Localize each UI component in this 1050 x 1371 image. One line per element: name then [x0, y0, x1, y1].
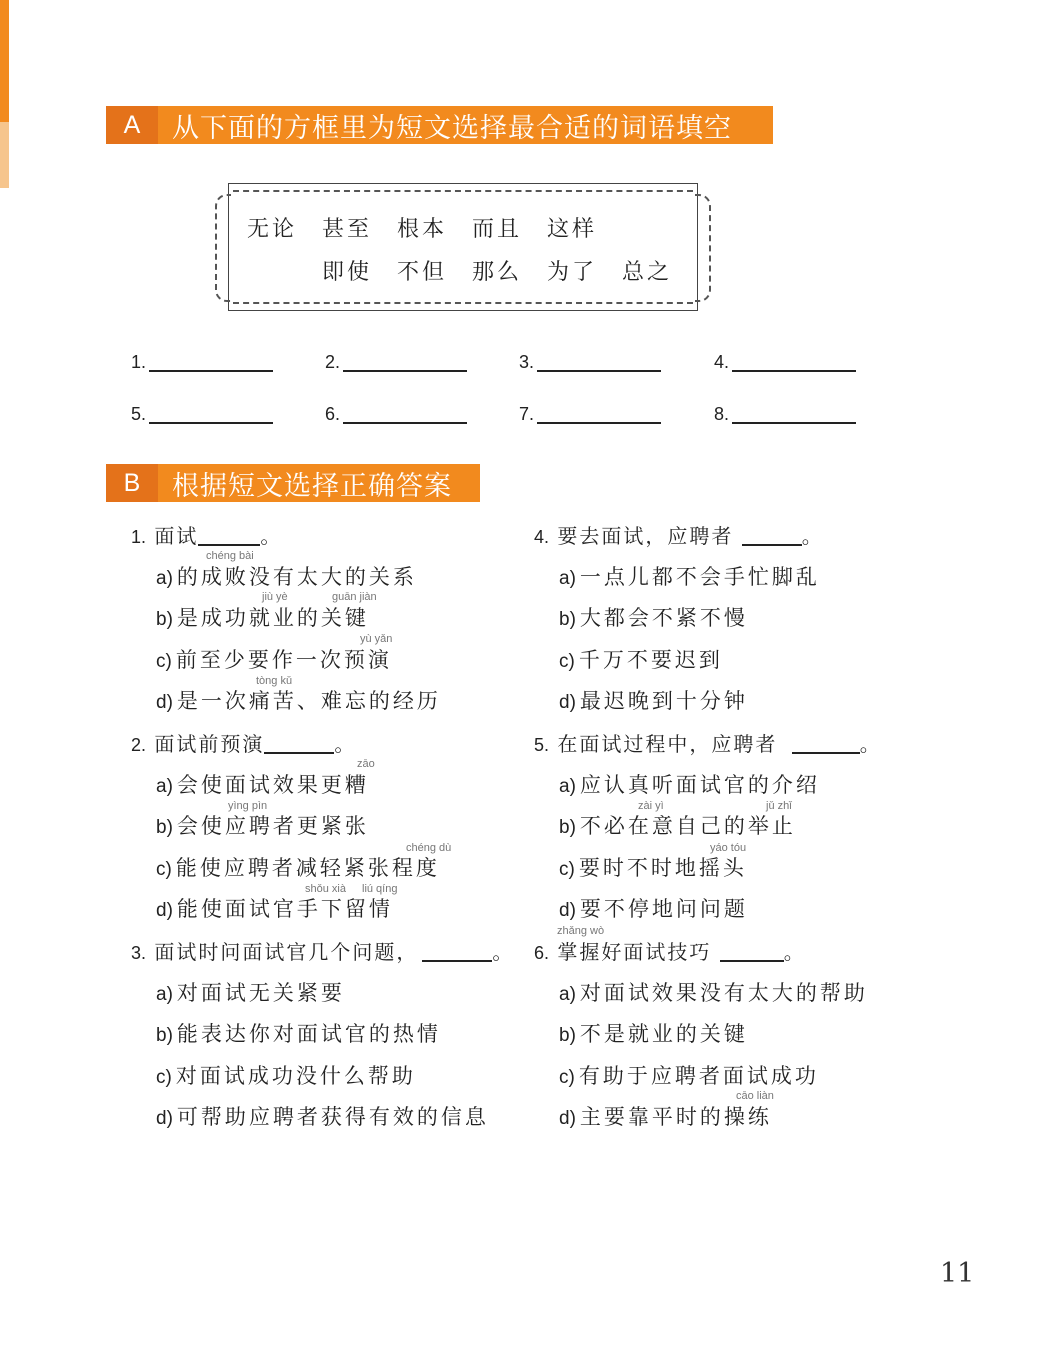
answer-blank[interactable]: [792, 752, 860, 754]
blank-line: [732, 422, 856, 424]
answer-blank[interactable]: [264, 752, 334, 754]
word-box-side-right: [695, 194, 711, 302]
option-5d[interactable]: d) 要不停地问问题: [559, 897, 748, 921]
blank-line: [732, 370, 856, 372]
blank-line: [149, 422, 273, 424]
pinyin: jǔ zhǐ: [766, 800, 792, 812]
option-2a[interactable]: a) 会使面试效果更糟: [156, 773, 369, 797]
question-3: 3. 面试时问面试官几个问题， 。: [131, 940, 515, 964]
option-3c[interactable]: c) 对面试成功没什么帮助: [156, 1064, 416, 1088]
section-b-header: [106, 464, 480, 502]
option-3b[interactable]: b) 能表达你对面试官的热情: [156, 1022, 441, 1046]
answer-blank[interactable]: [198, 544, 260, 546]
pinyin: zāo: [357, 758, 375, 770]
pinyin: yù yǎn: [360, 633, 393, 645]
blank-field[interactable]: [131, 352, 273, 373]
question-5: 5. 在面试过程中，应聘者 。: [534, 732, 882, 756]
word-box-dash-bottom: [233, 302, 693, 304]
page-edge-tab-light: [0, 122, 9, 188]
blank-field[interactable]: [325, 404, 467, 425]
option-5a[interactable]: a) 应认真听面试官的介绍: [559, 773, 820, 797]
option-1b[interactable]: b) 是成功就业的关键: [156, 606, 369, 630]
pinyin: guān jiàn: [332, 591, 377, 603]
pinyin: yáo tóu: [710, 842, 747, 854]
pinyin: tòng kǔ: [256, 675, 293, 687]
word-option: 总之: [622, 260, 673, 285]
option-2b[interactable]: b) 会使应聘者更紧张: [156, 814, 369, 838]
word-option: 无论: [247, 217, 298, 242]
pinyin: shǒu xià: [305, 883, 346, 895]
blank-field[interactable]: [325, 352, 467, 373]
blank-number: 7.: [519, 404, 535, 424]
page-edge-tab: [0, 0, 9, 122]
blank-field[interactable]: [519, 404, 661, 425]
question-1: 1. 面试 。: [131, 524, 283, 548]
option-1c[interactable]: c) 前至少要作一次预演: [156, 648, 392, 672]
word-option: 而且: [472, 217, 523, 242]
option-6b[interactable]: b) 不是就业的关键: [559, 1022, 748, 1046]
question-2: 2. 面试前预演 。: [131, 732, 357, 756]
word-option: 不但: [397, 260, 448, 285]
section-a-header: [106, 106, 773, 144]
blank-number: 4.: [714, 352, 730, 372]
section-a-letter: A: [106, 106, 158, 144]
section-a-title: 从下面的方框里为短文选择最合适的词语填空: [172, 112, 732, 144]
word-option: 甚至: [322, 217, 373, 242]
word-option: 这样: [547, 217, 598, 242]
option-6a[interactable]: a) 对面试效果没有太大的帮助: [559, 981, 868, 1005]
section-b-title: 根据短文选择正确答案: [172, 470, 452, 502]
option-4c[interactable]: c) 千万不要迟到: [559, 648, 723, 672]
word-box: [228, 183, 698, 311]
answer-blank[interactable]: [720, 960, 784, 962]
word-box-side-left: [215, 194, 231, 302]
word-option: 即使: [322, 260, 373, 285]
option-4b[interactable]: b) 大都会不紧不慢: [559, 606, 748, 630]
option-1a[interactable]: a) 的成败没有太大的关系: [156, 565, 417, 589]
pinyin: liú qíng: [362, 883, 398, 895]
option-2d[interactable]: d) 能使面试官手下留情: [156, 897, 393, 921]
question-6: 6. 掌握好面试技巧 。: [534, 940, 806, 964]
blank-line: [149, 370, 273, 372]
blank-number: 6.: [325, 404, 341, 424]
blank-number: 1.: [131, 352, 147, 372]
blank-number: 5.: [131, 404, 147, 424]
blank-line: [343, 422, 467, 424]
word-option: 为了: [547, 260, 598, 285]
blank-line: [343, 370, 467, 372]
option-6c[interactable]: c) 有助于应聘者面试成功: [559, 1064, 819, 1088]
section-b-letter: B: [106, 464, 158, 502]
option-3d[interactable]: d) 可帮助应聘者获得有效的信息: [156, 1105, 489, 1129]
answer-blank[interactable]: [742, 544, 802, 546]
blank-number: 2.: [325, 352, 341, 372]
pinyin: zài yì: [638, 800, 664, 812]
blank-field[interactable]: [714, 404, 856, 425]
blank-number: 8.: [714, 404, 730, 424]
option-2c[interactable]: c) 能使应聘者减轻紧张程度: [156, 856, 440, 880]
blank-line: [537, 422, 661, 424]
word-option: 那么: [472, 260, 523, 285]
option-4a[interactable]: a) 一点儿都不会手忙脚乱: [559, 565, 820, 589]
option-4d[interactable]: d) 最迟晚到十分钟: [559, 689, 748, 713]
blank-field[interactable]: [131, 404, 273, 425]
blank-line: [537, 370, 661, 372]
pinyin: chéng dù: [406, 842, 452, 854]
option-5b[interactable]: b) 不必在意自己的举止: [559, 814, 796, 838]
pinyin: yìng pìn: [228, 800, 268, 812]
page-number: 11: [940, 1258, 975, 1289]
pinyin: chéng bài: [206, 550, 254, 562]
blank-field[interactable]: [714, 352, 856, 373]
question-4: 4. 要去面试，应聘者 。: [534, 524, 824, 548]
pinyin: zhǎng wò: [557, 925, 605, 937]
option-3a[interactable]: a) 对面试无关紧要: [156, 981, 345, 1005]
option-6d[interactable]: d) 主要靠平时的操练: [559, 1105, 772, 1129]
option-5c[interactable]: c) 要时不时地摇头: [559, 856, 747, 880]
option-1d[interactable]: d) 是一次痛苦、难忘的经历: [156, 689, 441, 713]
blank-number: 3.: [519, 352, 535, 372]
pinyin: jiù yè: [262, 591, 288, 603]
answer-blank[interactable]: [422, 960, 492, 962]
word-box-dash-top: [233, 190, 693, 192]
blank-field[interactable]: [519, 352, 661, 373]
word-option: 根本: [397, 217, 448, 242]
pinyin: cāo liàn: [736, 1090, 774, 1102]
